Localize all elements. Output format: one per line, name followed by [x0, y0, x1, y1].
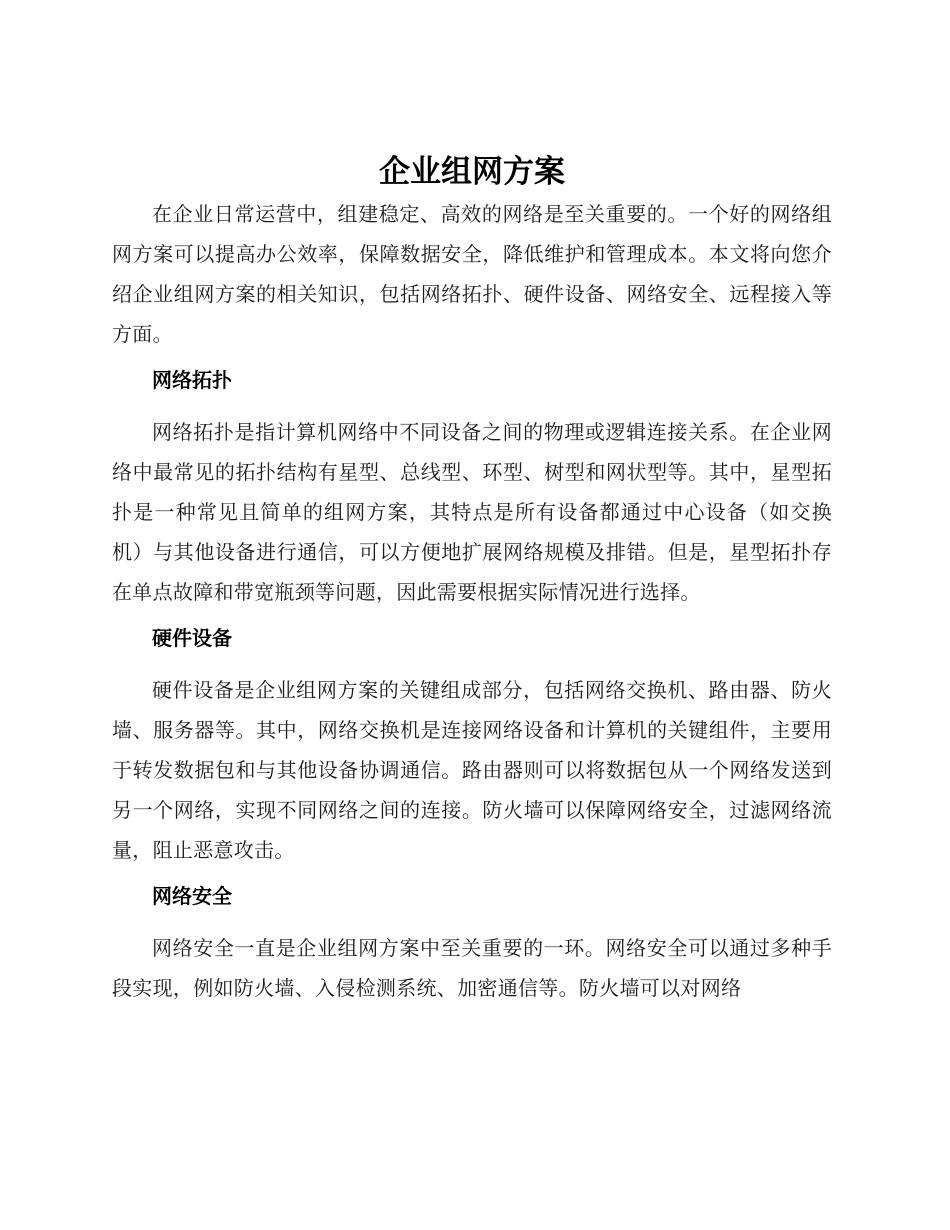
document-content	[112, 150, 832, 1008]
section-body-hardware: 硬件设备是企业组网方案的关键组成部分，包括网络交换机、路由器、防火墙、服务器等。其中，网络交换机是连接网络设备和计算机的关键组件，主要用于转发数据包和与其他设备协调通信。路由器则可以将数据包从一个网络发送到另一个网络，实现不同网络之间的连接。防火墙可以保障网络安全，过滤网络流量，阻止恶意攻击。	[112, 678, 832, 862]
spacer	[112, 658, 832, 670]
section-heading-hardware: 硬件设备	[152, 626, 232, 650]
spacer	[112, 916, 832, 928]
section-heading-security: 网络安全	[152, 884, 232, 908]
spacer	[112, 400, 832, 412]
document-title: 企业组网方案	[379, 154, 565, 190]
intro-paragraph: 在企业日常运营中，组建稳定、高效的网络是至关重要的。一个好的网络组网方案可以提高办公效率，保障数据安全，降低维护和管理成本。本文将向您介绍企业组网方案的相关知识，包括网络拓扑、硬件设备、网络安全、远程接入等方面。	[112, 202, 832, 346]
section-body-topology: 网络拓扑是指计算机网络中不同设备之间的物理或逻辑连接关系。在企业网络中最常见的拓扑结构有星型、总线型、环型、树型和网状型等。其中，星型拓扑是一种常见且简单的组网方案，其特点是所有设备都通过中心设备（如交换机）与其他设备进行通信，可以方便地扩展网络规模及排错。但是，星型拓扑存在单点故障和带宽瓶颈等问题，因此需要根据实际情况进行选择。	[112, 420, 832, 604]
section-heading-topology: 网络拓扑	[152, 368, 232, 392]
section-body-security: 网络安全一直是企业组网方案中至关重要的一环。网络安全可以通过多种手段实现，例如防火墙、入侵检测系统、加密通信等。防火墙可以对网络	[112, 936, 832, 1000]
